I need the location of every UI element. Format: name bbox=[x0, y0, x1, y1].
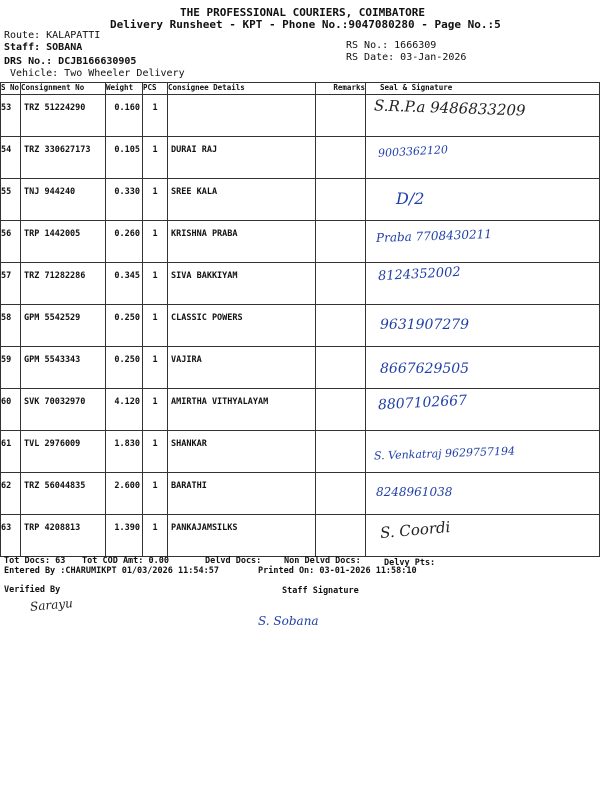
row-consignment-no: GPM 5543343 bbox=[21, 347, 106, 389]
row-remarks bbox=[316, 95, 366, 137]
handwritten-signature: 8667629505 bbox=[380, 361, 470, 377]
row-sno: 55 bbox=[1, 179, 21, 221]
col-pcs: PCS bbox=[143, 83, 168, 95]
row-remarks bbox=[316, 389, 366, 431]
row-consignee: CLASSIC POWERS bbox=[168, 305, 316, 347]
row-remarks bbox=[316, 473, 366, 515]
verifier-signature: Sarayu bbox=[29, 596, 74, 614]
handwritten-signature: 9631907279 bbox=[380, 317, 470, 333]
row-pcs: 1 bbox=[143, 263, 168, 305]
row-remarks bbox=[316, 263, 366, 305]
row-signature bbox=[366, 431, 600, 473]
route: Route: KALAPATTI bbox=[4, 30, 101, 41]
table-row bbox=[1, 137, 600, 179]
row-signature bbox=[366, 473, 600, 515]
delivered-docs: Delvd Docs: bbox=[205, 556, 262, 566]
row-pcs: 1 bbox=[143, 473, 168, 515]
table-row bbox=[1, 347, 600, 389]
row-signature bbox=[366, 137, 600, 179]
table-row bbox=[1, 221, 600, 263]
col-sno: S No bbox=[1, 83, 21, 95]
col-consignment: Consignment No bbox=[21, 83, 106, 95]
company-name: THE PROFESSIONAL COURIERS, COIMBATORE bbox=[180, 6, 426, 19]
row-pcs: 1 bbox=[143, 347, 168, 389]
row-weight: 0.260 bbox=[106, 221, 143, 263]
handwritten-signature: 8124352002 bbox=[377, 264, 462, 285]
row-signature bbox=[366, 389, 600, 431]
runsheet-table bbox=[0, 82, 600, 557]
row-signature bbox=[366, 221, 600, 263]
row-consignee: DURAI RAJ bbox=[168, 137, 316, 179]
row-weight: 2.600 bbox=[106, 473, 143, 515]
row-consignment-no: TRZ 71282286 bbox=[21, 263, 106, 305]
col-consignee: Consignee Details bbox=[168, 83, 316, 95]
row-remarks bbox=[316, 431, 366, 473]
table-row bbox=[1, 473, 600, 515]
handwritten-signature: S.R.P.a 9486833209 bbox=[373, 96, 526, 120]
row-sno: 60 bbox=[1, 389, 21, 431]
row-consignment-no: TRP 4208813 bbox=[21, 515, 106, 557]
row-pcs: 1 bbox=[143, 95, 168, 137]
row-sno: 63 bbox=[1, 515, 21, 557]
row-remarks bbox=[316, 137, 366, 179]
row-sno: 54 bbox=[1, 137, 21, 179]
vehicle: Vehicle: Two Wheeler Delivery bbox=[10, 68, 185, 79]
row-sno: 59 bbox=[1, 347, 21, 389]
verified-by-label: Verified By bbox=[4, 585, 61, 595]
row-consignee: SREE KALA bbox=[168, 179, 316, 221]
row-weight: 4.120 bbox=[106, 389, 143, 431]
row-sno: 62 bbox=[1, 473, 21, 515]
row-sno: 53 bbox=[1, 95, 21, 137]
entered-by: Entered By :CHARUMIKPT 01/03/2026 11:54:57 bbox=[4, 566, 219, 576]
row-consignment-no: TVL 2976009 bbox=[21, 431, 106, 473]
runsheet-subtitle: Delivery Runsheet - KPT - Phone No.:9047080280 - Page No.:5 bbox=[110, 18, 501, 31]
row-consignment-no: TNJ 944240 bbox=[21, 179, 106, 221]
row-remarks bbox=[316, 179, 366, 221]
col-weight: Weight bbox=[106, 83, 143, 95]
row-remarks bbox=[316, 347, 366, 389]
row-consignment-no: TRZ 330627173 bbox=[21, 137, 106, 179]
row-remarks bbox=[316, 305, 366, 347]
row-consignment-no: TRP 1442005 bbox=[21, 221, 106, 263]
delivery-points: Delvy Pts: bbox=[384, 558, 436, 568]
table-row bbox=[1, 305, 600, 347]
printed-on: Printed On: 03-01-2026 11:58:10 bbox=[258, 566, 417, 576]
total-cod-amount: Tot COD Amt: 0.00 bbox=[82, 556, 169, 566]
row-consignment-no: GPM 5542529 bbox=[21, 305, 106, 347]
staff: Staff: SOBANA bbox=[4, 42, 83, 53]
handwritten-signature: S. Coordi bbox=[379, 517, 452, 543]
row-sno: 61 bbox=[1, 431, 21, 473]
row-weight: 0.160 bbox=[106, 95, 143, 137]
row-pcs: 1 bbox=[143, 515, 168, 557]
row-consignment-no: SVK 70032970 bbox=[21, 389, 106, 431]
row-consignee: VAJIRA bbox=[168, 347, 316, 389]
row-consignee: BARATHI bbox=[168, 473, 316, 515]
table-header-row bbox=[1, 83, 600, 95]
row-pcs: 1 bbox=[143, 179, 168, 221]
table-row bbox=[1, 179, 600, 221]
table-row bbox=[1, 389, 600, 431]
row-signature bbox=[366, 179, 600, 221]
drs-number: DRS No.: DCJB166630905 bbox=[4, 56, 137, 67]
row-weight: 0.330 bbox=[106, 179, 143, 221]
total-docs: Tot Docs: 63 bbox=[4, 556, 66, 566]
row-pcs: 1 bbox=[143, 221, 168, 263]
table-row bbox=[1, 515, 600, 557]
col-seal: Seal & Signature bbox=[366, 83, 600, 95]
row-signature bbox=[366, 515, 600, 557]
row-pcs: 1 bbox=[143, 137, 168, 179]
table-row bbox=[1, 263, 600, 305]
row-sno: 57 bbox=[1, 263, 21, 305]
col-remarks: Remarks bbox=[316, 83, 366, 95]
row-pcs: 1 bbox=[143, 389, 168, 431]
row-weight: 1.390 bbox=[106, 515, 143, 557]
staff-signature: S. Sobana bbox=[258, 614, 319, 628]
handwritten-signature: 8807102667 bbox=[377, 392, 468, 414]
handwritten-signature: S. Venkatraj 9629757194 bbox=[373, 444, 516, 463]
row-sno: 56 bbox=[1, 221, 21, 263]
row-sno: 58 bbox=[1, 305, 21, 347]
table-row bbox=[1, 431, 600, 473]
row-consignment-no: TRZ 56044835 bbox=[21, 473, 106, 515]
row-remarks bbox=[316, 221, 366, 263]
row-consignment-no: TRZ 51224290 bbox=[21, 95, 106, 137]
row-weight: 0.250 bbox=[106, 347, 143, 389]
handwritten-signature: Praba 7708430211 bbox=[375, 226, 493, 246]
handwritten-signature: 9003362120 bbox=[377, 143, 449, 160]
row-signature bbox=[366, 305, 600, 347]
rs-date: RS Date: 03-Jan-2026 bbox=[346, 52, 467, 63]
row-weight: 0.105 bbox=[106, 137, 143, 179]
row-weight: 0.345 bbox=[106, 263, 143, 305]
row-signature bbox=[366, 347, 600, 389]
row-pcs: 1 bbox=[143, 305, 168, 347]
non-delivered-docs: Non Delvd Docs: bbox=[284, 556, 361, 566]
row-remarks bbox=[316, 515, 366, 557]
row-weight: 1.830 bbox=[106, 431, 143, 473]
row-pcs: 1 bbox=[143, 431, 168, 473]
row-weight: 0.250 bbox=[106, 305, 143, 347]
table-row bbox=[1, 95, 600, 137]
row-consignee: AMIRTHA VITHYALAYAM bbox=[168, 389, 316, 431]
row-consignee: PANKAJAMSILKS bbox=[168, 515, 316, 557]
row-consignee: KRISHNA PRABA bbox=[168, 221, 316, 263]
handwritten-signature: 8248961038 bbox=[376, 485, 453, 499]
row-consignee bbox=[168, 95, 316, 137]
handwritten-signature: D/2 bbox=[396, 189, 425, 208]
rs-number: RS No.: 1666309 bbox=[346, 40, 437, 51]
row-signature bbox=[366, 95, 600, 137]
row-signature bbox=[366, 263, 600, 305]
row-consignee: SHANKAR bbox=[168, 431, 316, 473]
row-consignee: SIVA BAKKIYAM bbox=[168, 263, 316, 305]
staff-signature-label: Staff Signature bbox=[282, 586, 359, 596]
